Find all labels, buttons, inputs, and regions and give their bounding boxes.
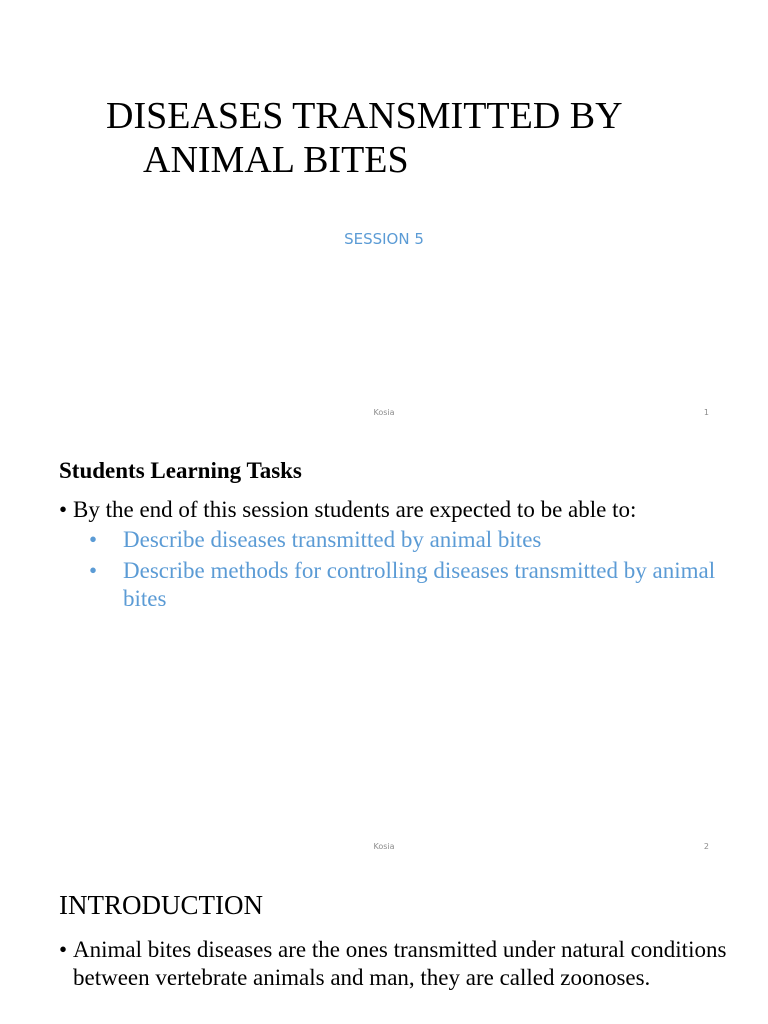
bullet-text: Animal bites diseases are the ones transmitted under natural conditions between vertebrate animals and man, they are called zoonoses. xyxy=(73,937,727,990)
slide-footer: Kosia xyxy=(373,408,395,417)
list-item xyxy=(87,557,729,613)
sub-bullet-text: Describe diseases transmitted by animal bites xyxy=(123,527,542,552)
bullet-list xyxy=(59,496,729,616)
slide-heading: INTRODUCTION xyxy=(59,890,263,920)
bullet-dot-icon: • xyxy=(59,497,68,522)
bullet-list xyxy=(59,936,729,992)
bullet-text: By the end of this session students are expected to be able to: xyxy=(73,497,637,522)
slide-footer: Kosia xyxy=(373,842,395,851)
sub-bullet-text: Describe methods for controlling diseases transmitted by animal bites xyxy=(123,558,716,611)
slide-heading: Students Learning Tasks xyxy=(59,458,302,483)
bullet-dot-icon: • xyxy=(88,558,98,583)
list-item xyxy=(59,496,729,613)
slide-number: 2 xyxy=(703,842,709,851)
list-item xyxy=(59,936,729,992)
slide-3 xyxy=(0,868,768,1024)
slide-title-line-2: ANIMAL BITES xyxy=(143,139,409,181)
slide-2 xyxy=(0,434,768,867)
slide-subtitle: SESSION 5 xyxy=(344,230,424,248)
slide-1 xyxy=(0,0,768,433)
list-item xyxy=(87,526,729,554)
slide-title-line-1: DISEASES TRANSMITTED BY xyxy=(106,95,623,137)
slide-number: 1 xyxy=(703,408,709,417)
bullet-dot-icon: • xyxy=(59,937,68,962)
bullet-dot-icon: • xyxy=(88,527,98,552)
sub-bullet-list xyxy=(73,526,729,613)
